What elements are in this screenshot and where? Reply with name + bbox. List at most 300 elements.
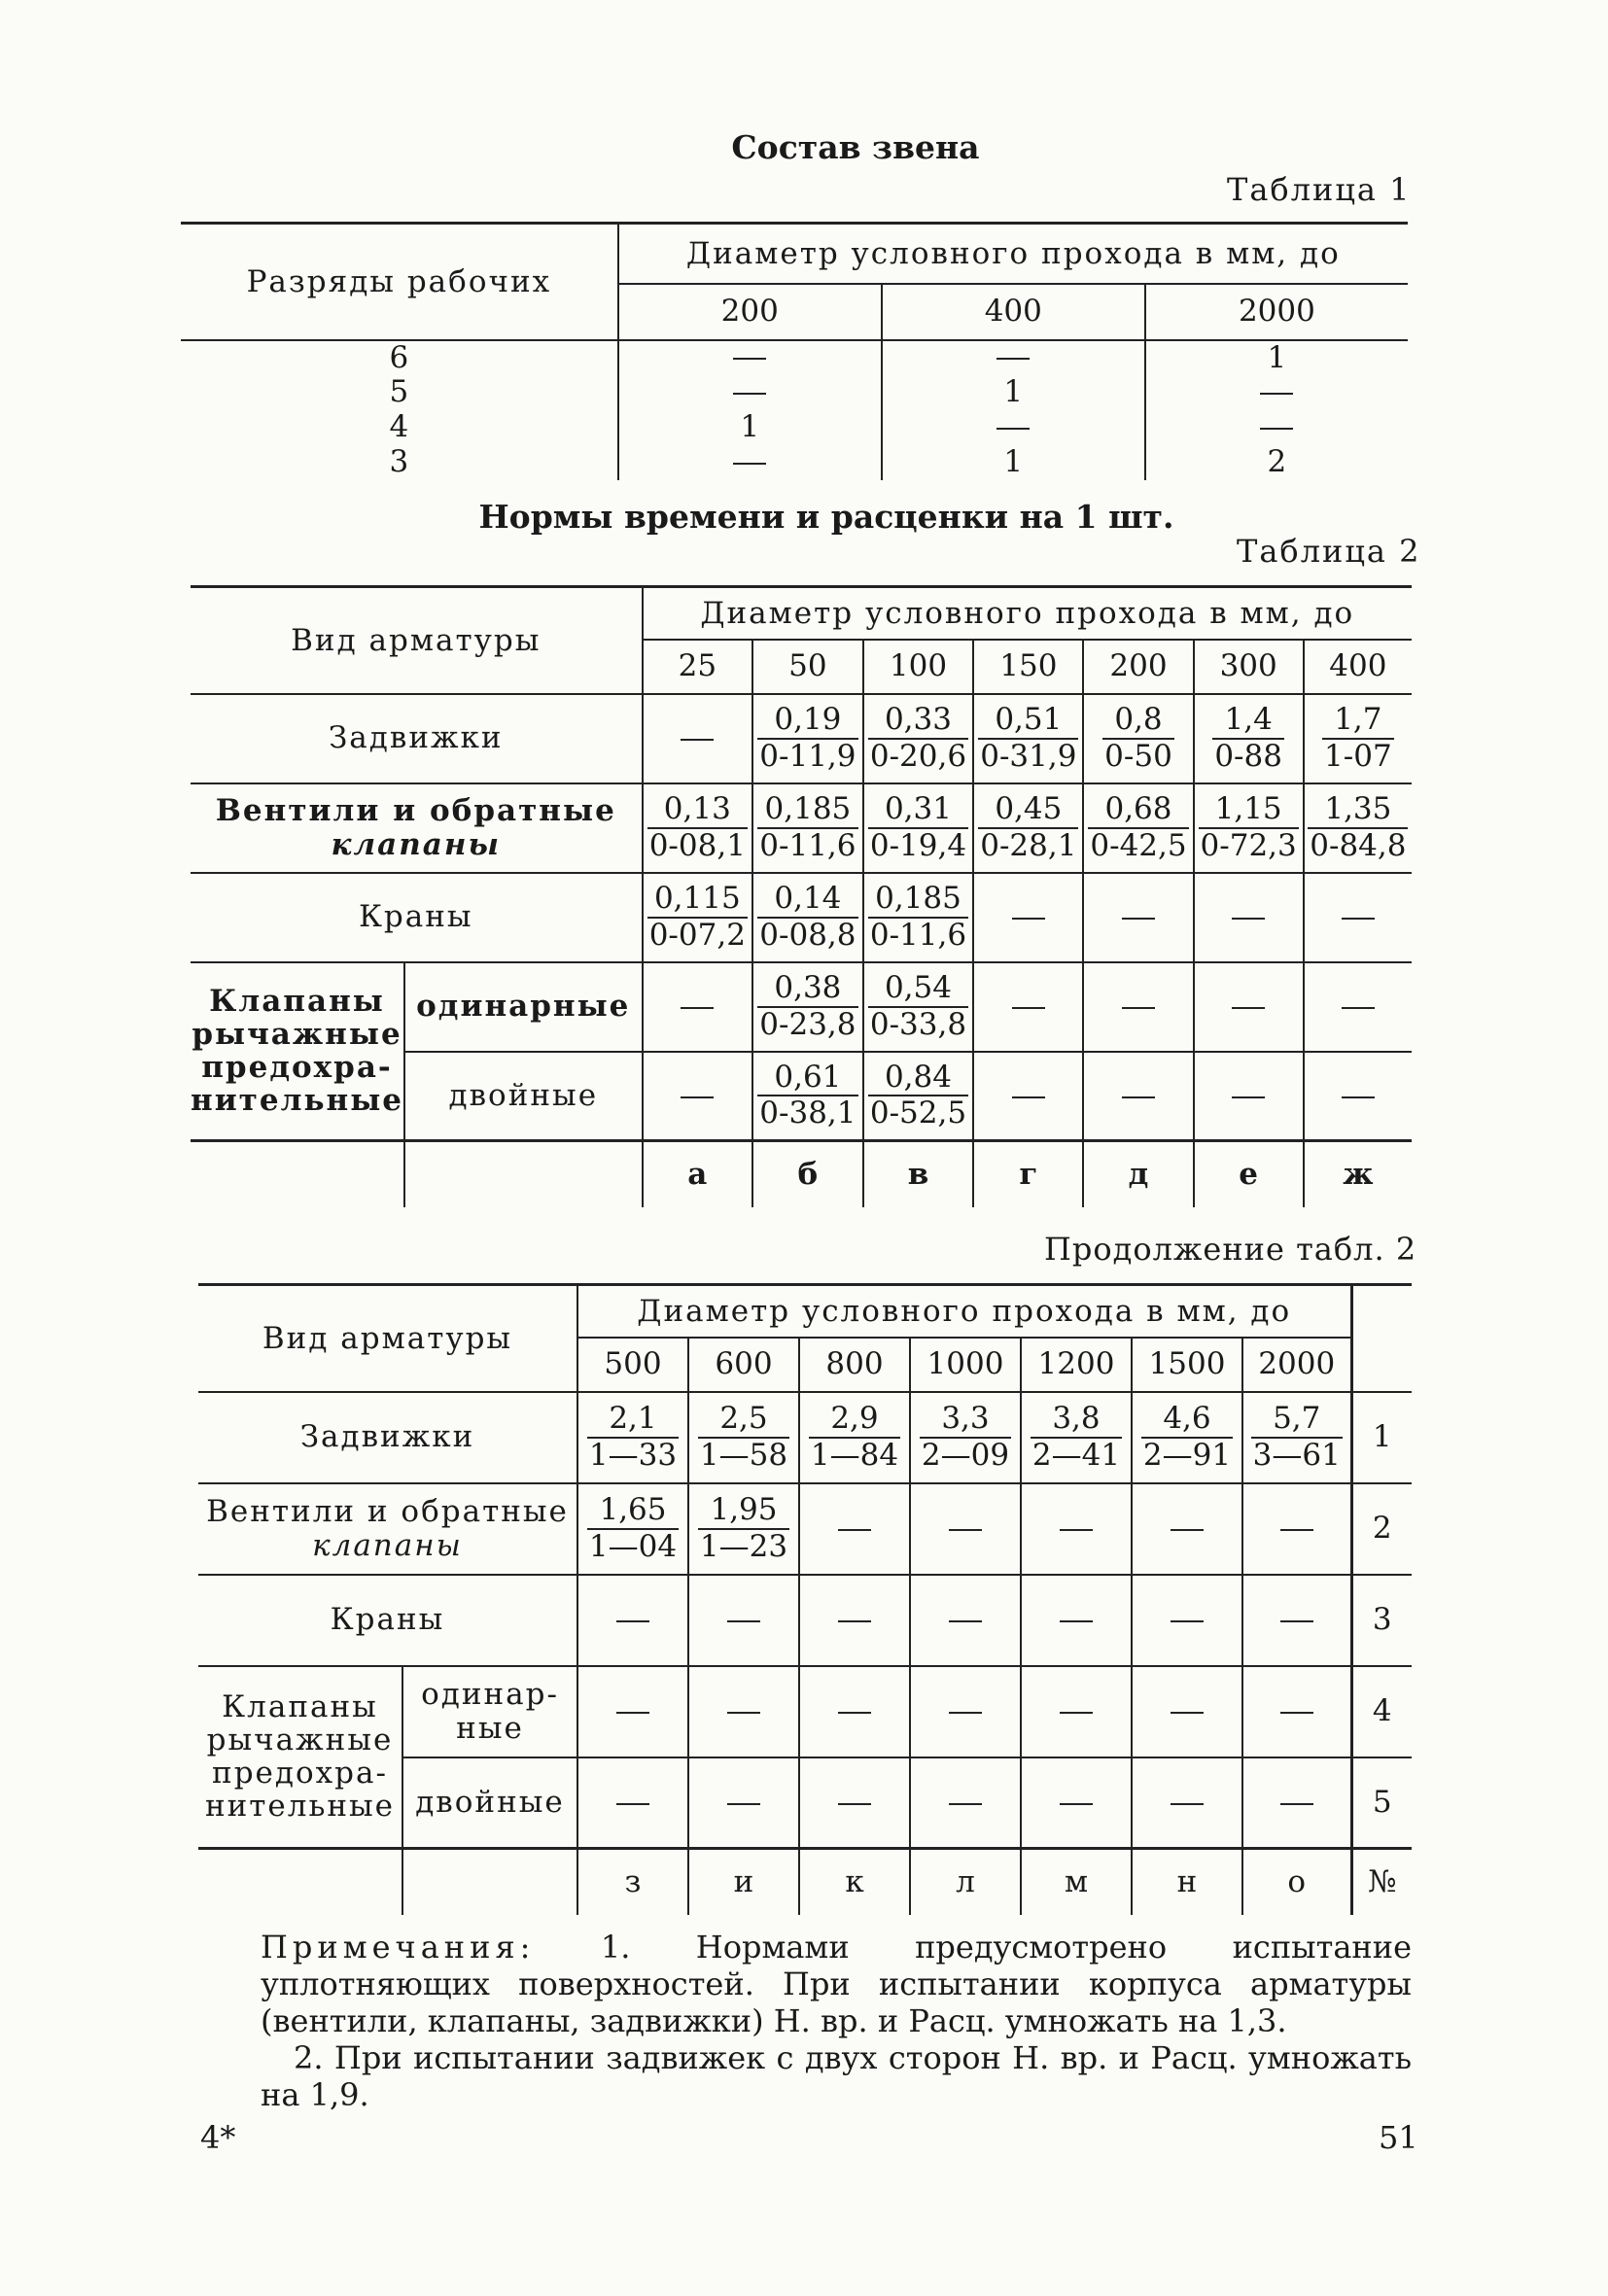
t1-grade: 6 [389, 339, 409, 375]
t2b-single-cell-dash [616, 1712, 649, 1714]
t2-ventili-cell-fraction [1308, 792, 1408, 863]
t2-ventili-cell-rate: 0-11,6 [759, 827, 856, 863]
t2b-zadvizhki-cell-fraction [809, 1402, 900, 1473]
t2b-col-0: 500 [577, 1338, 688, 1392]
t2b-double-cell-dash [1280, 1803, 1313, 1805]
t2-zadvizhki-cell-norm: 1,7 [1322, 703, 1394, 740]
t2b-ventili-cell-fraction [698, 1493, 789, 1564]
t2b-num-header: № [1351, 1849, 1412, 1915]
t2-single-cell [1194, 962, 1304, 1052]
t2-krany-cell-norm: 0,14 [757, 882, 857, 919]
t2b-double-cell [577, 1757, 688, 1849]
t2b-row-num: 2 [1351, 1483, 1412, 1575]
t2b-single-cell-dash [1280, 1712, 1313, 1714]
t1-cell [1145, 410, 1408, 445]
t2-krany-cell-fraction [647, 882, 748, 953]
t2-double-cell [863, 1052, 974, 1141]
table2b-title: Продолжение табл. 2 [1044, 1231, 1417, 1268]
t2b-ventili-cell [1021, 1483, 1132, 1575]
t2b-label-ventili [198, 1483, 577, 1575]
t2-single-cell [1083, 962, 1193, 1052]
t2-single-cell-norm: 0,38 [757, 971, 857, 1008]
footer-mark: 4* [200, 2119, 236, 2156]
t2b-row-ventili [198, 1483, 1412, 1575]
t2b-zadvizhki-cell-rate: 1—84 [810, 1437, 899, 1473]
t2b-row-krany [198, 1575, 1412, 1666]
t1-dash [1260, 393, 1293, 395]
t2b-zadvizhki-cell-norm: 2,5 [698, 1402, 789, 1439]
t2b-krany-cell-dash [616, 1620, 649, 1622]
t2b-ventili-cell [577, 1483, 688, 1575]
t2-single-cell-dash [1122, 1007, 1155, 1009]
t2-single-cell [1304, 962, 1412, 1052]
table2 [191, 585, 1412, 1207]
t2b-ventili-cell-fraction [587, 1493, 679, 1564]
t2-ventili-cell-rate: 0-42,5 [1090, 827, 1187, 863]
t2b-zadvizhki-cell [1021, 1392, 1132, 1483]
t2-zadvizhki-cell-norm: 0,8 [1102, 703, 1174, 740]
t2-ventili-cell [973, 783, 1083, 873]
t2b-krany-cell-dash [1060, 1620, 1093, 1622]
t1-cell [618, 375, 882, 410]
t2b-ventili-cell [910, 1483, 1021, 1575]
t2-col-2: 100 [863, 640, 974, 694]
t1-value: 1 [1267, 339, 1287, 375]
t2-zadvizhki-cell-norm: 0,51 [978, 703, 1078, 740]
t2-row-ventili [191, 783, 1412, 873]
t2-ventili-cell [1194, 783, 1304, 873]
t1-value: 1 [1003, 444, 1024, 480]
t2-zadvizhki-cell-rate: 1-07 [1324, 738, 1392, 774]
t2-krany-cell-rate: 0-11,6 [869, 917, 967, 953]
table2-diameter-header: Диаметр условного прохода в мм, до [643, 587, 1412, 640]
page-number: 51 [1379, 2119, 1418, 2156]
t2-double-cell-fraction [868, 1061, 968, 1131]
t2b-zadvizhki-cell-norm: 3,8 [1031, 1402, 1122, 1439]
table1-diameter-header: Диаметр условного прохода в мм, до [618, 224, 1408, 284]
t2b-row-zadvizhki [198, 1392, 1412, 1483]
t2b-label-klapany-line: Клапаны [222, 1689, 378, 1725]
t2-double-cell [973, 1052, 1083, 1141]
t2-krany-cell-rate: 0-07,2 [648, 917, 746, 953]
t2-ventili-cell-fraction [1199, 792, 1299, 863]
t1-dash [996, 358, 1030, 360]
t2b-single-cell [910, 1666, 1021, 1757]
t2-letter: ж [1304, 1141, 1412, 1207]
t2-col-3: 150 [973, 640, 1083, 694]
t2b-zadvizhki-cell [1242, 1392, 1351, 1483]
t2-krany-cell-dash [1342, 918, 1375, 920]
t2-label-ventili-1: Вентили и обратные [215, 793, 616, 829]
t2-double-cell [1194, 1052, 1304, 1141]
t2-krany-cell-rate: 0-08,8 [759, 917, 856, 953]
t2-krany-cell [643, 873, 753, 962]
notes [261, 1929, 1412, 2113]
t2b-label-single [402, 1666, 577, 1757]
t2b-label-klapany-line: нительные [204, 1789, 396, 1825]
t2-letter: г [973, 1141, 1083, 1207]
t2-double-cell-dash [681, 1096, 714, 1098]
t2-krany-cell [752, 873, 863, 962]
t2-single-cell-rate: 0-33,8 [869, 1006, 967, 1042]
t2-ventili-cell-norm: 0,68 [1088, 792, 1188, 829]
t2b-single-cell-dash [1171, 1712, 1204, 1714]
t2-zadvizhki-cell-fraction [1102, 703, 1174, 774]
t2-label-ventili [191, 783, 643, 873]
t2-krany-cell [1083, 873, 1193, 962]
t1-dash [733, 393, 766, 395]
t2b-letter: о [1242, 1849, 1351, 1915]
t2b-col-2: 800 [799, 1338, 910, 1392]
t2b-zadvizhki-cell-fraction [587, 1402, 679, 1473]
t2-label-klapany-line: нительные [191, 1083, 404, 1119]
t1-row [181, 340, 1408, 375]
t2b-double-cell-dash [727, 1803, 760, 1805]
t2b-letter: и [688, 1849, 799, 1915]
t2b-label-klapany-line: предохра- [212, 1756, 388, 1792]
t1-row [181, 375, 1408, 410]
t2-label-klapany-line: Клапаны [209, 984, 385, 1020]
t2b-krany-cell [1242, 1575, 1351, 1666]
t2-letters-spacer [191, 1141, 404, 1207]
t2b-label-klapany [198, 1666, 402, 1849]
t1-cell [882, 375, 1145, 410]
t2-ventili-cell-fraction [647, 792, 748, 863]
t1-cell [882, 410, 1145, 445]
t2-label-double: двойные [404, 1052, 643, 1141]
t2-col-6: 400 [1304, 640, 1412, 694]
t2-krany-cell [1194, 873, 1304, 962]
t2b-krany-cell [577, 1575, 688, 1666]
t2b-krany-cell [799, 1575, 910, 1666]
t2-zadvizhki-cell-rate: 0-11,9 [759, 738, 856, 774]
t2b-zadvizhki-cell-norm: 5,7 [1251, 1402, 1343, 1439]
t2b-ventili-cell-dash [1060, 1529, 1093, 1531]
t2-single-cell-dash [1012, 1007, 1045, 1009]
t1-value: 1 [740, 409, 760, 445]
t2b-row-num: 4 [1351, 1666, 1412, 1757]
t2-col-1: 50 [752, 640, 863, 694]
t2-letters-spacer [404, 1141, 643, 1207]
t2-ventili-cell [1083, 783, 1193, 873]
t1-cell [618, 340, 882, 375]
t1-col-2: 2000 [1145, 284, 1408, 340]
table2b-row-header: Вид арматуры [198, 1285, 577, 1392]
t1-cell [882, 445, 1145, 480]
t2-krany-cell-fraction [757, 882, 857, 953]
t1-cell [1145, 375, 1408, 410]
t2-letter: д [1083, 1141, 1193, 1207]
t2b-zadvizhki-cell-rate: 1—58 [699, 1437, 788, 1473]
t1-grade: 3 [389, 444, 409, 480]
table1 [181, 222, 1408, 480]
t2-zadvizhki-cell [863, 694, 974, 783]
t2-single-cell-dash [1342, 1007, 1375, 1009]
t2b-label-ventili-1: Вентили и обратные [206, 1494, 569, 1530]
t2b-zadvizhki-cell-fraction [1251, 1402, 1343, 1473]
t2b-zadvizhki-cell [688, 1392, 799, 1483]
t2b-zadvizhki-cell-fraction [1141, 1402, 1233, 1473]
t2b-krany-cell-dash [1280, 1620, 1313, 1622]
t2-col-0: 25 [643, 640, 753, 694]
t2-zadvizhki-cell-fraction [978, 703, 1078, 774]
t2-letter: е [1194, 1141, 1304, 1207]
t2b-zadvizhki-cell-fraction [1031, 1402, 1122, 1473]
t2b-ventili-cell-dash [838, 1529, 871, 1531]
t2-zadvizhki-cell-rate: 0-31,9 [980, 738, 1077, 774]
t2b-col-4: 1200 [1021, 1338, 1132, 1392]
t2b-single-cell [688, 1666, 799, 1757]
t1-cell [1145, 340, 1408, 375]
t2-krany-cell-dash [1012, 918, 1045, 920]
t2-zadvizhki-cell-dash [681, 739, 714, 741]
t2b-zadvizhki-cell-rate: 2—91 [1142, 1437, 1232, 1473]
t2-zadvizhki-cell-norm: 1,4 [1212, 703, 1284, 740]
t2-zadvizhki-cell-fraction [1212, 703, 1284, 774]
t2b-letter: к [799, 1849, 910, 1915]
t2b-ventili-cell-rate: 1—23 [699, 1528, 788, 1564]
t2-ventili-cell-rate: 0-19,4 [869, 827, 967, 863]
t2-double-cell-norm: 0,61 [757, 1061, 857, 1097]
t2b-ventili-cell [1242, 1483, 1351, 1575]
t2b-zadvizhki-cell-rate: 1—33 [588, 1437, 678, 1473]
t2-row-krany [191, 873, 1412, 962]
t2-ventili-cell-norm: 0,45 [978, 792, 1078, 829]
t2b-krany-cell-dash [949, 1620, 982, 1622]
t2b-letter: з [577, 1849, 688, 1915]
t2b-ventili-cell-dash [1280, 1529, 1313, 1531]
t2b-ventili-cell [688, 1483, 799, 1575]
t2b-col-1: 600 [688, 1338, 799, 1392]
t2b-single-cell-dash [1060, 1712, 1093, 1714]
t2b-single-cell-dash [727, 1712, 760, 1714]
t2b-krany-cell-dash [838, 1620, 871, 1622]
t2b-letters-spacer [402, 1849, 577, 1915]
t2b-double-cell [688, 1757, 799, 1849]
t2b-ventili-cell [799, 1483, 910, 1575]
t2-single-cell-norm: 0,54 [868, 971, 968, 1008]
t2-double-cell-dash [1232, 1096, 1265, 1098]
t1-value: 1 [1003, 374, 1024, 410]
t2-zadvizhki-cell-fraction [757, 703, 857, 774]
t2b-ventili-cell-dash [949, 1529, 982, 1531]
t2-ventili-cell-fraction [978, 792, 1078, 863]
t2b-col-3: 1000 [910, 1338, 1021, 1392]
t2b-zadvizhki-cell [1132, 1392, 1242, 1483]
t2b-row-num: 1 [1351, 1392, 1412, 1483]
t2b-ventili-cell [1132, 1483, 1242, 1575]
table2b [198, 1283, 1412, 1915]
t2b-label-single-1: одинар- [421, 1677, 559, 1713]
t2b-single-cell-dash [949, 1712, 982, 1714]
t2b-zadvizhki-cell-fraction [920, 1402, 1011, 1473]
t2-label-zadvizhki: Задвижки [328, 720, 504, 756]
t2b-krany-cell-dash [727, 1620, 760, 1622]
t1-cell [882, 340, 1145, 375]
t2b-ventili-cell-norm: 1,65 [587, 1493, 679, 1530]
t2-krany-cell-dash [1232, 918, 1265, 920]
table2b-diameter-header: Диаметр условного прохода в мм, до [577, 1285, 1351, 1338]
t1-grade: 5 [389, 374, 409, 410]
t2-single-cell-dash [1232, 1007, 1265, 1009]
t2-zadvizhki-cell [1304, 694, 1412, 783]
t2-ventili-cell-norm: 0,185 [757, 792, 857, 829]
t2b-double-cell-dash [1171, 1803, 1204, 1805]
t2b-row-num: 5 [1351, 1757, 1412, 1849]
t2-krany-cell [973, 873, 1083, 962]
t2-label-klapany-line: предохра- [201, 1050, 393, 1086]
t2b-double-cell-dash [1060, 1803, 1093, 1805]
t2b-krany-cell [910, 1575, 1021, 1666]
t2-label-single: одинарные [404, 962, 643, 1052]
t2-ventili-cell [1304, 783, 1412, 873]
t2b-krany-cell [1132, 1575, 1242, 1666]
t2b-row-num: 3 [1351, 1575, 1412, 1666]
t2-zadvizhki-cell [1083, 694, 1193, 783]
note-1 [261, 1929, 1412, 2039]
t1-row [181, 410, 1408, 445]
t2b-label-single-2: ные [456, 1710, 524, 1746]
t2-col-4: 200 [1083, 640, 1193, 694]
t2b-double-cell-dash [616, 1803, 649, 1805]
t2b-single-cell [1242, 1666, 1351, 1757]
t2-krany-cell-fraction [868, 882, 968, 953]
t2-single-cell [863, 962, 974, 1052]
t1-cell [618, 410, 882, 445]
t2-double-cell-dash [1342, 1096, 1375, 1098]
t2-ventili-cell-rate: 0-72,3 [1200, 827, 1297, 863]
t2b-zadvizhki-cell-rate: 2—41 [1031, 1437, 1121, 1473]
t2b-double-cell [799, 1757, 910, 1849]
t2-letter: б [752, 1141, 863, 1207]
t1-row [181, 445, 1408, 480]
note-2: 2. При испытании задвижек с двух сторон Н. вр. и Расц. умножать на 1,9. [261, 2039, 1412, 2113]
t2-ventili-cell-rate: 0-28,1 [980, 827, 1077, 863]
t2-double-cell-rate: 0-38,1 [759, 1096, 856, 1131]
t2-zadvizhki-cell-rate: 0-20,6 [869, 738, 967, 774]
t2b-krany-cell-dash [1171, 1620, 1204, 1622]
t2b-ventili-cell-rate: 1—04 [588, 1528, 678, 1564]
t2-double-cell-dash [1122, 1096, 1155, 1098]
t2-ventili-cell-norm: 0,31 [868, 792, 968, 829]
t2-zadvizhki-cell [643, 694, 753, 783]
table1-number: Таблица 1 [1227, 171, 1412, 208]
t2b-zadvizhki-cell [799, 1392, 910, 1483]
t2-double-cell-dash [1012, 1096, 1045, 1098]
t2-ventili-cell-norm: 1,15 [1199, 792, 1299, 829]
notes-label: Примечания: [261, 1929, 536, 1966]
t2-double-cell-rate: 0-52,5 [869, 1096, 967, 1131]
t2-double-cell-fraction [757, 1061, 857, 1131]
t2-zadvizhki-cell-rate: 0-50 [1104, 738, 1172, 774]
t2-single-cell [643, 962, 753, 1052]
t2-krany-cell-dash [1122, 918, 1155, 920]
t2-krany-cell [1304, 873, 1412, 962]
t2-zadvizhki-cell [1194, 694, 1304, 783]
t2b-ventili-cell-dash [1171, 1529, 1204, 1531]
t2-letters-row [191, 1141, 1412, 1207]
table2-row-header: Вид арматуры [191, 587, 643, 694]
t2b-zadvizhki-cell-norm: 3,3 [920, 1402, 1011, 1439]
t2b-double-cell-dash [949, 1803, 982, 1805]
t2b-row-single [198, 1666, 1412, 1757]
t1-cell [1145, 445, 1408, 480]
t2b-krany-cell [688, 1575, 799, 1666]
t2-zadvizhki-cell-fraction [1322, 703, 1394, 774]
t2b-single-cell [1021, 1666, 1132, 1757]
t1-col-1: 400 [882, 284, 1145, 340]
t2-krany-cell-norm: 0,185 [868, 882, 968, 919]
t2b-single-cell [1132, 1666, 1242, 1757]
t1-col-0: 200 [618, 284, 882, 340]
t2b-single-cell-dash [838, 1712, 871, 1714]
t2b-double-cell [1132, 1757, 1242, 1849]
t2-zadvizhki-cell [752, 694, 863, 783]
t2-label-klapany [191, 962, 404, 1141]
table2-number: Таблица 2 [1237, 533, 1421, 570]
t2-single-cell-rate: 0-23,8 [759, 1006, 856, 1042]
t2-ventili-cell-fraction [1088, 792, 1188, 863]
t2b-single-cell [577, 1666, 688, 1757]
t2-col-5: 300 [1194, 640, 1304, 694]
note-1-text: 1. Нормами предусмотрено испытание уплотняющих поверхностей. При испытании корпуса арматуры (вентили, клапаны, задвижки) Н. вр. и Расц. умножать на 1,3. [261, 1929, 1412, 2039]
t2b-zadvizhki-cell-rate: 3—61 [1252, 1437, 1341, 1473]
t2-double-cell [752, 1052, 863, 1141]
t2b-krany-cell [1021, 1575, 1132, 1666]
t2-row-zadvizhki [191, 694, 1412, 783]
t2b-label-zadvizhki: Задвижки [299, 1419, 475, 1455]
t2-label-krany: Краны [358, 899, 473, 935]
t2-double-cell [1083, 1052, 1193, 1141]
t2-ventili-cell [643, 783, 753, 873]
t2-zadvizhki-cell-norm: 0,19 [757, 703, 857, 740]
t2b-letter: н [1132, 1849, 1242, 1915]
t2-single-cell [973, 962, 1083, 1052]
t1-dash [733, 358, 766, 360]
t2-zadvizhki-cell-fraction [868, 703, 968, 774]
t2-single-cell-dash [681, 1007, 714, 1009]
t2-single-cell [752, 962, 863, 1052]
t1-value: 2 [1267, 444, 1287, 480]
t2-double-cell [643, 1052, 753, 1141]
t2b-single-cell [799, 1666, 910, 1757]
t2-ventili-cell-rate: 0-84,8 [1310, 827, 1407, 863]
t2b-letter: м [1021, 1849, 1132, 1915]
t2b-col-6: 2000 [1242, 1338, 1351, 1392]
t2-ventili-cell-norm: 0,13 [647, 792, 748, 829]
t1-cell [618, 445, 882, 480]
t2-single-cell-fraction [757, 971, 857, 1042]
t2b-double-cell-dash [838, 1803, 871, 1805]
t2b-zadvizhki-cell-norm: 4,6 [1141, 1402, 1233, 1439]
t2b-label-double: двойные [402, 1757, 577, 1849]
t2b-zadvizhki-cell-rate: 2—09 [921, 1437, 1010, 1473]
t2b-zadvizhki-cell-norm: 2,1 [587, 1402, 679, 1439]
t1-dash [733, 463, 766, 465]
t2-ventili-cell-fraction [868, 792, 968, 863]
t2b-label-ventili-2: клапаны [312, 1527, 463, 1563]
t2-krany-cell-norm: 0,115 [647, 882, 748, 919]
t2b-ventili-cell-norm: 1,95 [698, 1493, 789, 1530]
t2-zadvizhki-cell-norm: 0,33 [868, 703, 968, 740]
t2-label-klapany-line: рычажные [192, 1017, 402, 1053]
t2b-col-5: 1500 [1132, 1338, 1242, 1392]
t2-letter: в [863, 1141, 974, 1207]
t1-grade: 4 [389, 409, 409, 445]
t2b-letters-row [198, 1849, 1412, 1915]
t2-ventili-cell [752, 783, 863, 873]
t2-krany-cell [863, 873, 974, 962]
